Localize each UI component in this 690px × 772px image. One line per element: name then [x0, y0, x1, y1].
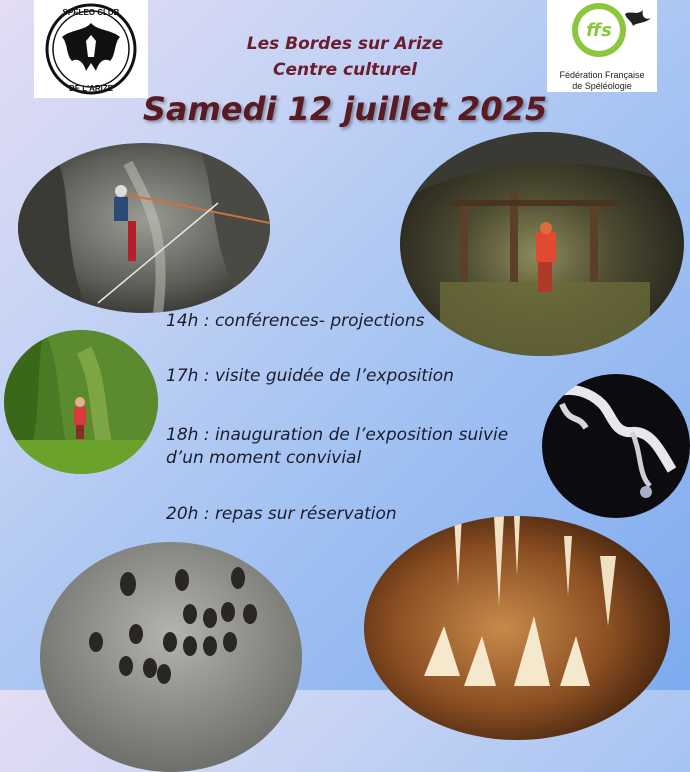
photo-stalactites [364, 516, 670, 740]
program-item-inauguration: 18h : inauguration de l’exposition suivie [166, 425, 509, 445]
photo-cave-formation [542, 374, 690, 518]
ffs-name [547, 70, 657, 92]
program-item-inauguration-line2: d’un moment convivial [166, 448, 362, 468]
svg-text:ffs: ffs [586, 20, 612, 41]
ffs-bat-emblem-icon [547, 0, 657, 66]
photo-rope-descent [18, 143, 270, 313]
photo-green-gorge [4, 330, 158, 474]
photo-bat-colony [40, 542, 302, 772]
program-item-guided-visit: 17h : visite guidée de l’exposition [166, 366, 454, 386]
program-item-dinner: 20h : repas sur réservation [166, 504, 397, 524]
speleo-club-logo [34, 0, 148, 98]
venue-town: Les Bordes sur Arize [246, 34, 444, 54]
venue-building: Centre culturel [272, 60, 418, 80]
svg-text:DE L'ARIZE: DE L'ARIZE [68, 84, 114, 93]
event-date: Samedi 12 juillet 2025 [142, 90, 548, 128]
bat-emblem-icon [36, 1, 146, 97]
ffs-name-line2: de Spéléologie [572, 81, 632, 91]
program-item-conferences: 14h : conférences- projections [166, 311, 425, 331]
ffs-name-line1: Fédération Française [559, 70, 645, 80]
ffs-logo [547, 0, 657, 92]
svg-text:SPELEO CLUB: SPELEO CLUB [62, 8, 120, 17]
